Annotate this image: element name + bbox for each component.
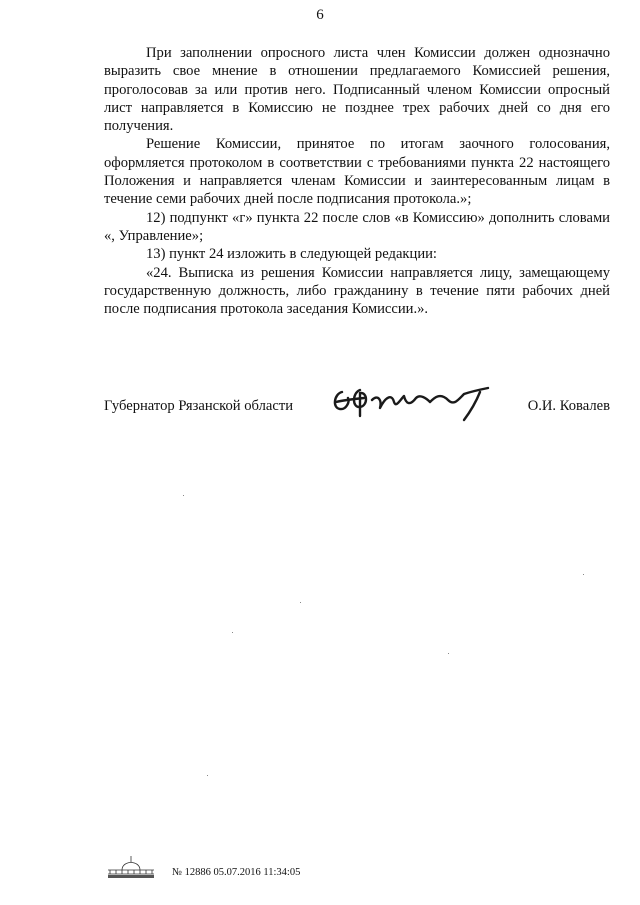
paragraph: При заполнении опросного листа член Комиссии должен однозначно выразить свое мнение в отношении предлагаемого Комиссией решения, проголосовав за или против него. Подписанный членом Комиссии опросный лист направляется в Комиссию не позднее трех рабочих дней со дня его получения.: [104, 45, 610, 135]
handwritten-signature: [330, 378, 510, 426]
paragraph: 13) пункт 24 изложить в следующей редакции:: [146, 246, 437, 263]
signatory-name: О.И. Ковалев: [527, 398, 610, 414]
paragraph: Решение Комиссии, принятое по итогам заочного голосования, оформляется протоколом в соответствии с требованиями пункта 22 настоящего Положения и направляется членам Комиссии и заинтересованным лицам в течение семи рабочих дней после подписания протокола.»;: [104, 136, 610, 208]
building-logo-icon: [104, 852, 158, 880]
scan-speck: [583, 574, 584, 575]
document-body: [104, 44, 610, 318]
page-number: 6: [316, 7, 324, 23]
scan-speck: [448, 653, 449, 654]
paragraph: «24. Выписка из решения Комиссии направляется лицу, замещающему государственную должность, либо гражданину в течение пяти рабочих дней после подписания протокола заседания Комиссии.».: [104, 264, 610, 318]
signatory-title: Губернатор Рязанской области: [104, 398, 294, 414]
scan-speck: [207, 775, 208, 776]
paragraph: 12) подпункт «г» пункта 22 после слов «в Комиссию» дополнить словами «, Управление»;: [104, 209, 610, 244]
scan-speck: [232, 632, 233, 633]
registration-stamp: № 12886 05.07.2016 11:34:05: [172, 867, 301, 878]
scan-speck: [300, 602, 301, 603]
scan-speck: [183, 495, 184, 496]
registration-footer: [104, 852, 300, 880]
